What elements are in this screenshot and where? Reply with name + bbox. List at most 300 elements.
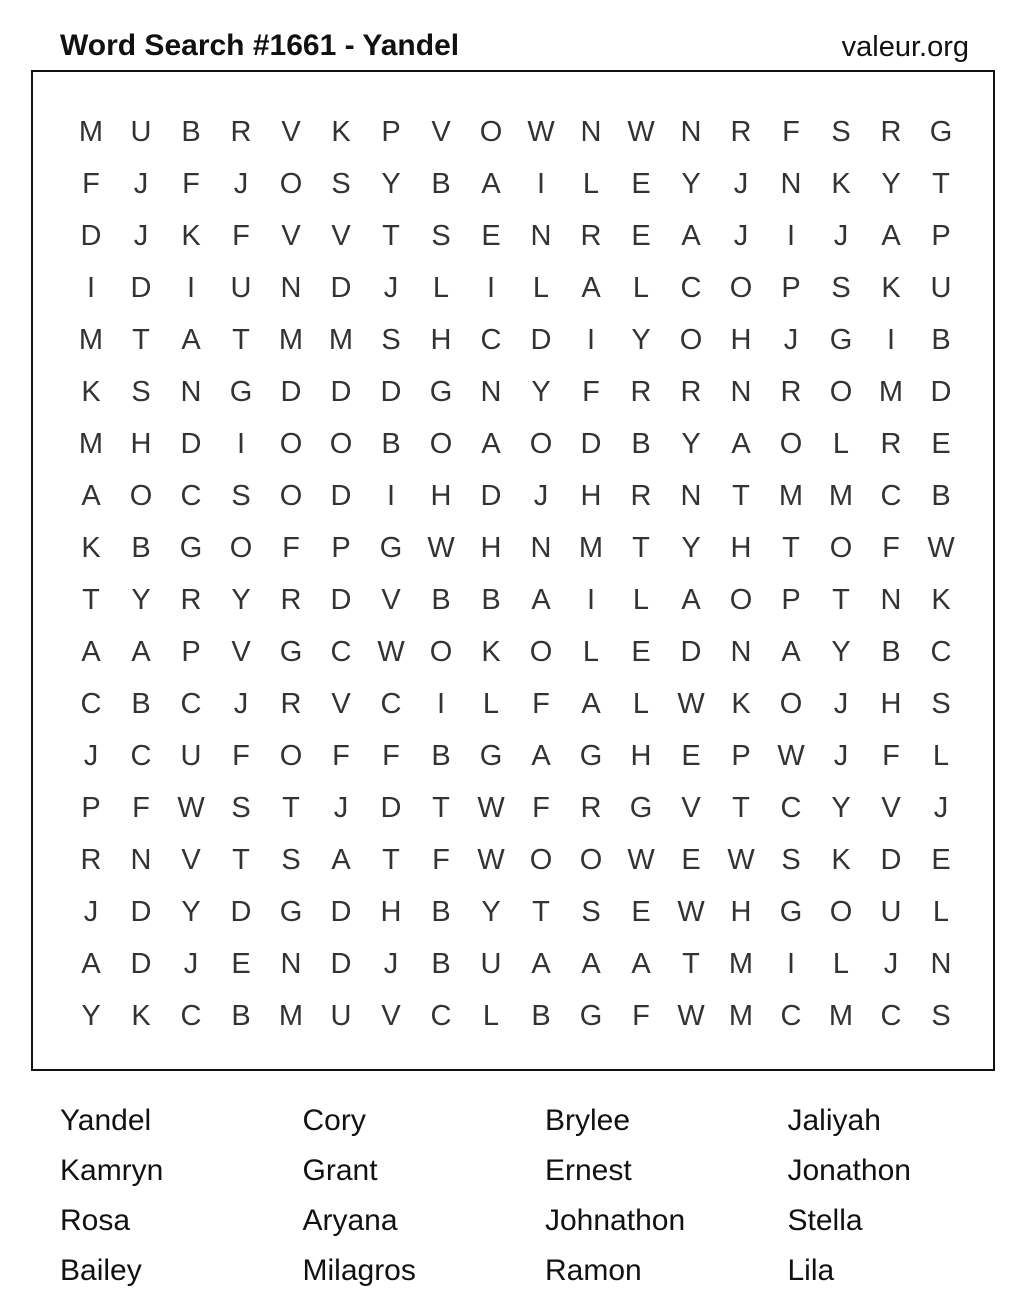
grid-cell[interactable]: V [281,115,301,148]
grid-cell[interactable]: I [486,271,496,304]
grid-cell[interactable]: Y [131,583,151,616]
grid-cell[interactable]: G [379,531,403,564]
grid-cell[interactable]: J [733,167,749,200]
grid-cell[interactable]: C [680,271,702,304]
grid-cell[interactable]: P [381,115,401,148]
grid-cell[interactable]: A [681,583,701,616]
grid-cell[interactable]: W [627,115,655,148]
grid-cell[interactable]: R [780,375,802,408]
grid-cell[interactable]: C [880,999,902,1032]
grid-cell[interactable]: S [381,323,401,356]
grid-cell[interactable]: N [680,115,702,148]
grid-cell[interactable]: F [82,167,100,200]
grid-cell[interactable]: E [631,895,651,928]
grid-cell[interactable]: D [330,271,352,304]
grid-cell[interactable]: A [781,635,801,668]
grid-cell[interactable]: A [581,271,601,304]
grid-cell[interactable]: I [586,323,596,356]
grid-cell[interactable]: S [431,219,451,252]
grid-cell[interactable]: D [330,375,352,408]
grid-cell[interactable]: U [230,271,252,304]
grid-cell[interactable]: A [881,219,901,252]
grid-cell[interactable]: A [131,635,151,668]
grid-cell[interactable]: C [930,635,952,668]
grid-cell[interactable]: L [932,739,950,772]
grid-cell[interactable]: B [881,635,901,668]
grid-cell[interactable]: B [931,323,951,356]
grid-cell[interactable]: D [130,895,152,928]
grid-cell[interactable]: B [431,895,451,928]
grid-cell[interactable]: C [480,323,502,356]
grid-cell[interactable]: C [380,687,402,720]
grid-cell[interactable]: J [83,739,99,772]
grid-cell[interactable]: F [432,843,450,876]
grid-cell[interactable]: O [529,427,553,460]
grid-cell[interactable]: H [730,323,752,356]
grid-cell[interactable]: E [931,843,951,876]
grid-cell[interactable]: D [480,479,502,512]
grid-cell[interactable]: T [382,843,400,876]
grid-cell[interactable]: C [180,999,202,1032]
grid-cell[interactable]: Y [531,375,551,408]
grid-cell[interactable]: K [81,375,101,408]
grid-cell[interactable]: E [231,947,251,980]
grid-cell[interactable]: P [931,219,951,252]
grid-cell[interactable]: T [932,167,950,200]
grid-cell[interactable]: U [180,739,202,772]
grid-cell[interactable]: O [729,583,753,616]
grid-cell[interactable]: O [779,427,803,460]
grid-cell[interactable]: I [436,687,446,720]
grid-cell[interactable]: A [581,947,601,980]
grid-cell[interactable]: M [328,323,354,356]
grid-cell[interactable]: R [580,791,602,824]
grid-cell[interactable]: L [482,687,500,720]
grid-cell[interactable]: I [186,271,196,304]
grid-cell[interactable]: W [427,531,455,564]
grid-cell[interactable]: G [179,531,203,564]
grid-cell[interactable]: M [828,479,854,512]
grid-cell[interactable]: A [81,947,101,980]
grid-cell[interactable]: Y [381,167,401,200]
grid-cell[interactable]: L [432,271,450,304]
grid-cell[interactable]: S [131,375,151,408]
grid-cell[interactable]: I [586,583,596,616]
grid-cell[interactable]: S [581,895,601,928]
grid-cell[interactable]: U [130,115,152,148]
grid-cell[interactable]: O [129,479,153,512]
grid-cell[interactable]: V [281,219,301,252]
grid-cell[interactable]: W [677,895,705,928]
grid-cell[interactable]: R [880,115,902,148]
grid-cell[interactable]: B [531,999,551,1032]
grid-cell[interactable]: K [81,531,101,564]
grid-cell[interactable]: O [679,323,703,356]
grid-cell[interactable]: N [580,115,602,148]
grid-cell[interactable]: Y [831,791,851,824]
grid-cell[interactable]: L [582,635,600,668]
grid-cell[interactable]: O [329,427,353,460]
grid-cell[interactable]: M [578,531,604,564]
grid-cell[interactable]: J [733,219,749,252]
grid-cell[interactable]: J [183,947,199,980]
grid-cell[interactable]: Y [231,583,251,616]
grid-cell[interactable]: C [130,739,152,772]
grid-cell[interactable]: C [330,635,352,668]
grid-cell[interactable]: H [630,739,652,772]
grid-cell[interactable]: B [431,167,451,200]
grid-cell[interactable]: L [632,583,650,616]
grid-cell[interactable]: O [479,115,503,148]
grid-cell[interactable]: M [878,375,904,408]
grid-cell[interactable]: W [477,791,505,824]
grid-cell[interactable]: G [929,115,953,148]
grid-cell[interactable]: D [330,947,352,980]
grid-cell[interactable]: D [680,635,702,668]
grid-cell[interactable]: Y [81,999,101,1032]
grid-cell[interactable]: D [880,843,902,876]
grid-cell[interactable]: B [431,947,451,980]
grid-cell[interactable]: A [481,167,501,200]
grid-cell[interactable]: D [530,323,552,356]
grid-cell[interactable]: W [477,843,505,876]
grid-cell[interactable]: L [832,427,850,460]
grid-cell[interactable]: Y [681,167,701,200]
grid-cell[interactable]: A [81,635,101,668]
grid-cell[interactable]: T [282,791,300,824]
grid-cell[interactable]: H [880,687,902,720]
grid-cell[interactable]: F [232,739,250,772]
grid-cell[interactable]: D [80,219,102,252]
grid-cell[interactable]: A [531,583,551,616]
grid-cell[interactable]: J [133,219,149,252]
grid-cell[interactable]: S [781,843,801,876]
grid-cell[interactable]: B [431,739,451,772]
grid-cell[interactable]: T [732,791,750,824]
grid-cell[interactable]: F [882,531,900,564]
grid-cell[interactable]: K [481,635,501,668]
grid-cell[interactable]: U [930,271,952,304]
grid-cell[interactable]: D [230,895,252,928]
grid-cell[interactable]: E [481,219,501,252]
grid-cell[interactable]: H [380,895,402,928]
grid-cell[interactable]: C [180,687,202,720]
grid-cell[interactable]: I [86,271,96,304]
grid-cell[interactable]: T [232,843,250,876]
grid-cell[interactable]: J [783,323,799,356]
grid-cell[interactable]: I [536,167,546,200]
grid-cell[interactable]: C [430,999,452,1032]
grid-cell[interactable]: S [331,167,351,200]
grid-cell[interactable]: Y [681,531,701,564]
grid-cell[interactable]: G [829,323,853,356]
grid-cell[interactable]: Y [631,323,651,356]
grid-cell[interactable]: O [229,531,253,564]
grid-cell[interactable]: O [279,427,303,460]
grid-cell[interactable]: F [582,375,600,408]
grid-cell[interactable]: C [180,479,202,512]
grid-cell[interactable]: B [231,999,251,1032]
grid-cell[interactable]: Y [831,635,851,668]
grid-cell[interactable]: J [833,219,849,252]
grid-cell[interactable]: H [730,895,752,928]
grid-cell[interactable]: D [280,375,302,408]
grid-cell[interactable]: H [430,323,452,356]
grid-cell[interactable]: O [579,843,603,876]
grid-cell[interactable]: J [833,739,849,772]
grid-cell[interactable]: R [80,843,102,876]
grid-cell[interactable]: A [631,947,651,980]
grid-cell[interactable]: V [331,687,351,720]
grid-cell[interactable]: A [531,947,551,980]
grid-cell[interactable]: T [82,583,100,616]
grid-cell[interactable]: U [480,947,502,980]
grid-cell[interactable]: W [677,999,705,1032]
grid-cell[interactable]: L [582,167,600,200]
grid-cell[interactable]: T [132,323,150,356]
grid-cell[interactable]: B [431,583,451,616]
grid-cell[interactable]: W [627,843,655,876]
grid-cell[interactable]: C [780,999,802,1032]
grid-cell[interactable]: F [782,115,800,148]
grid-cell[interactable]: E [681,739,701,772]
grid-cell[interactable]: S [831,115,851,148]
grid-cell[interactable]: T [632,531,650,564]
grid-cell[interactable]: P [81,791,101,824]
grid-cell[interactable]: A [81,479,101,512]
grid-cell[interactable]: E [631,635,651,668]
grid-cell[interactable]: S [931,687,951,720]
grid-cell[interactable]: T [532,895,550,928]
grid-cell[interactable]: O [429,635,453,668]
grid-cell[interactable]: L [632,687,650,720]
grid-cell[interactable]: D [330,583,352,616]
grid-cell[interactable]: H [730,531,752,564]
grid-cell[interactable]: C [880,479,902,512]
grid-cell[interactable]: E [681,843,701,876]
grid-cell[interactable]: J [233,687,249,720]
grid-cell[interactable]: H [430,479,452,512]
grid-cell[interactable]: G [579,999,603,1032]
grid-cell[interactable]: W [777,739,805,772]
grid-cell[interactable]: Y [181,895,201,928]
grid-cell[interactable]: D [130,947,152,980]
grid-cell[interactable]: P [331,531,351,564]
grid-cell[interactable]: T [432,791,450,824]
grid-cell[interactable]: T [682,947,700,980]
grid-cell[interactable]: W [927,531,955,564]
grid-cell[interactable]: K [131,999,151,1032]
grid-cell[interactable]: N [530,219,552,252]
grid-cell[interactable]: G [629,791,653,824]
grid-cell[interactable]: D [330,479,352,512]
grid-cell[interactable]: L [932,895,950,928]
grid-cell[interactable]: J [933,791,949,824]
grid-cell[interactable]: W [677,687,705,720]
grid-cell[interactable]: C [780,791,802,824]
grid-cell[interactable]: K [731,687,751,720]
grid-cell[interactable]: F [532,791,550,824]
grid-cell[interactable]: S [931,999,951,1032]
grid-cell[interactable]: P [731,739,751,772]
grid-cell[interactable]: C [80,687,102,720]
grid-cell[interactable]: F [132,791,150,824]
grid-cell[interactable]: O [529,635,553,668]
grid-cell[interactable]: A [681,219,701,252]
grid-cell[interactable]: M [278,323,304,356]
grid-cell[interactable]: K [881,271,901,304]
grid-cell[interactable]: F [382,739,400,772]
grid-cell[interactable]: W [727,843,755,876]
grid-cell[interactable]: I [236,427,246,460]
grid-cell[interactable]: V [881,791,901,824]
grid-cell[interactable]: P [181,635,201,668]
grid-cell[interactable]: V [381,999,401,1032]
grid-cell[interactable]: H [130,427,152,460]
grid-cell[interactable]: J [533,479,549,512]
grid-cell[interactable]: V [681,791,701,824]
grid-cell[interactable]: K [831,843,851,876]
grid-cell[interactable]: V [381,583,401,616]
grid-cell[interactable]: F [232,219,250,252]
grid-cell[interactable]: R [180,583,202,616]
grid-cell[interactable]: U [880,895,902,928]
grid-cell[interactable]: D [580,427,602,460]
grid-cell[interactable]: P [781,271,801,304]
grid-cell[interactable]: J [233,167,249,200]
grid-cell[interactable]: N [880,583,902,616]
grid-cell[interactable]: Y [681,427,701,460]
grid-cell[interactable]: R [580,219,602,252]
grid-cell[interactable]: O [829,531,853,564]
grid-cell[interactable]: Y [481,895,501,928]
grid-cell[interactable]: K [831,167,851,200]
grid-cell[interactable]: H [580,479,602,512]
grid-cell[interactable]: J [133,167,149,200]
grid-cell[interactable]: T [782,531,800,564]
grid-cell[interactable]: G [279,635,303,668]
grid-cell[interactable]: N [180,375,202,408]
grid-cell[interactable]: W [177,791,205,824]
grid-cell[interactable]: N [480,375,502,408]
grid-cell[interactable]: O [729,271,753,304]
grid-cell[interactable]: M [78,427,104,460]
grid-cell[interactable]: W [377,635,405,668]
grid-cell[interactable]: B [131,531,151,564]
grid-cell[interactable]: G [279,895,303,928]
grid-cell[interactable]: K [331,115,351,148]
grid-cell[interactable]: O [429,427,453,460]
grid-cell[interactable]: E [931,427,951,460]
grid-cell[interactable]: T [832,583,850,616]
grid-cell[interactable]: G [479,739,503,772]
grid-cell[interactable]: A [331,843,351,876]
grid-cell[interactable]: N [130,843,152,876]
grid-cell[interactable]: T [732,479,750,512]
grid-cell[interactable]: N [930,947,952,980]
grid-cell[interactable]: J [833,687,849,720]
grid-cell[interactable]: M [728,947,754,980]
grid-cell[interactable]: D [380,791,402,824]
grid-cell[interactable]: E [631,219,651,252]
grid-cell[interactable]: H [480,531,502,564]
grid-cell[interactable]: B [931,479,951,512]
grid-cell[interactable]: E [631,167,651,200]
grid-cell[interactable]: I [786,947,796,980]
grid-cell[interactable]: G [779,895,803,928]
grid-cell[interactable]: I [386,479,396,512]
grid-cell[interactable]: D [130,271,152,304]
grid-cell[interactable]: B [481,583,501,616]
grid-cell[interactable]: N [280,271,302,304]
grid-cell[interactable]: J [383,271,399,304]
grid-cell[interactable]: T [382,219,400,252]
grid-cell[interactable]: O [279,167,303,200]
grid-cell[interactable]: B [631,427,651,460]
grid-cell[interactable]: B [181,115,201,148]
grid-cell[interactable]: J [83,895,99,928]
grid-cell[interactable]: R [680,375,702,408]
grid-cell[interactable]: B [131,687,151,720]
grid-cell[interactable]: R [730,115,752,148]
grid-cell[interactable]: O [279,479,303,512]
grid-cell[interactable]: K [181,219,201,252]
grid-cell[interactable]: A [731,427,751,460]
grid-cell[interactable]: U [330,999,352,1032]
grid-cell[interactable]: F [632,999,650,1032]
grid-cell[interactable]: L [482,999,500,1032]
grid-cell[interactable]: D [380,375,402,408]
grid-cell[interactable]: G [229,375,253,408]
grid-cell[interactable]: A [481,427,501,460]
grid-cell[interactable]: W [527,115,555,148]
grid-cell[interactable]: L [832,947,850,980]
grid-cell[interactable]: R [230,115,252,148]
grid-cell[interactable]: N [730,375,752,408]
grid-cell[interactable]: R [280,583,302,616]
grid-cell[interactable]: N [280,947,302,980]
grid-cell[interactable]: R [630,375,652,408]
grid-cell[interactable]: V [231,635,251,668]
grid-cell[interactable]: D [930,375,952,408]
grid-cell[interactable]: D [330,895,352,928]
grid-cell[interactable]: K [931,583,951,616]
grid-cell[interactable]: S [231,791,251,824]
grid-cell[interactable]: N [730,635,752,668]
grid-cell[interactable]: L [632,271,650,304]
grid-cell[interactable]: M [728,999,754,1032]
grid-cell[interactable]: O [829,375,853,408]
grid-cell[interactable]: P [781,583,801,616]
grid-cell[interactable]: R [880,427,902,460]
grid-cell[interactable]: L [532,271,550,304]
grid-cell[interactable]: R [280,687,302,720]
grid-cell[interactable]: S [281,843,301,876]
grid-cell[interactable]: O [529,843,553,876]
grid-cell[interactable]: O [279,739,303,772]
grid-cell[interactable]: M [278,999,304,1032]
grid-cell[interactable]: V [331,219,351,252]
grid-cell[interactable]: A [181,323,201,356]
grid-cell[interactable]: Y [881,167,901,200]
grid-cell[interactable]: M [828,999,854,1032]
grid-cell[interactable]: I [786,219,796,252]
grid-cell[interactable]: D [180,427,202,460]
grid-cell[interactable]: M [78,115,104,148]
grid-cell[interactable]: S [831,271,851,304]
grid-cell[interactable]: A [531,739,551,772]
grid-cell[interactable]: N [780,167,802,200]
